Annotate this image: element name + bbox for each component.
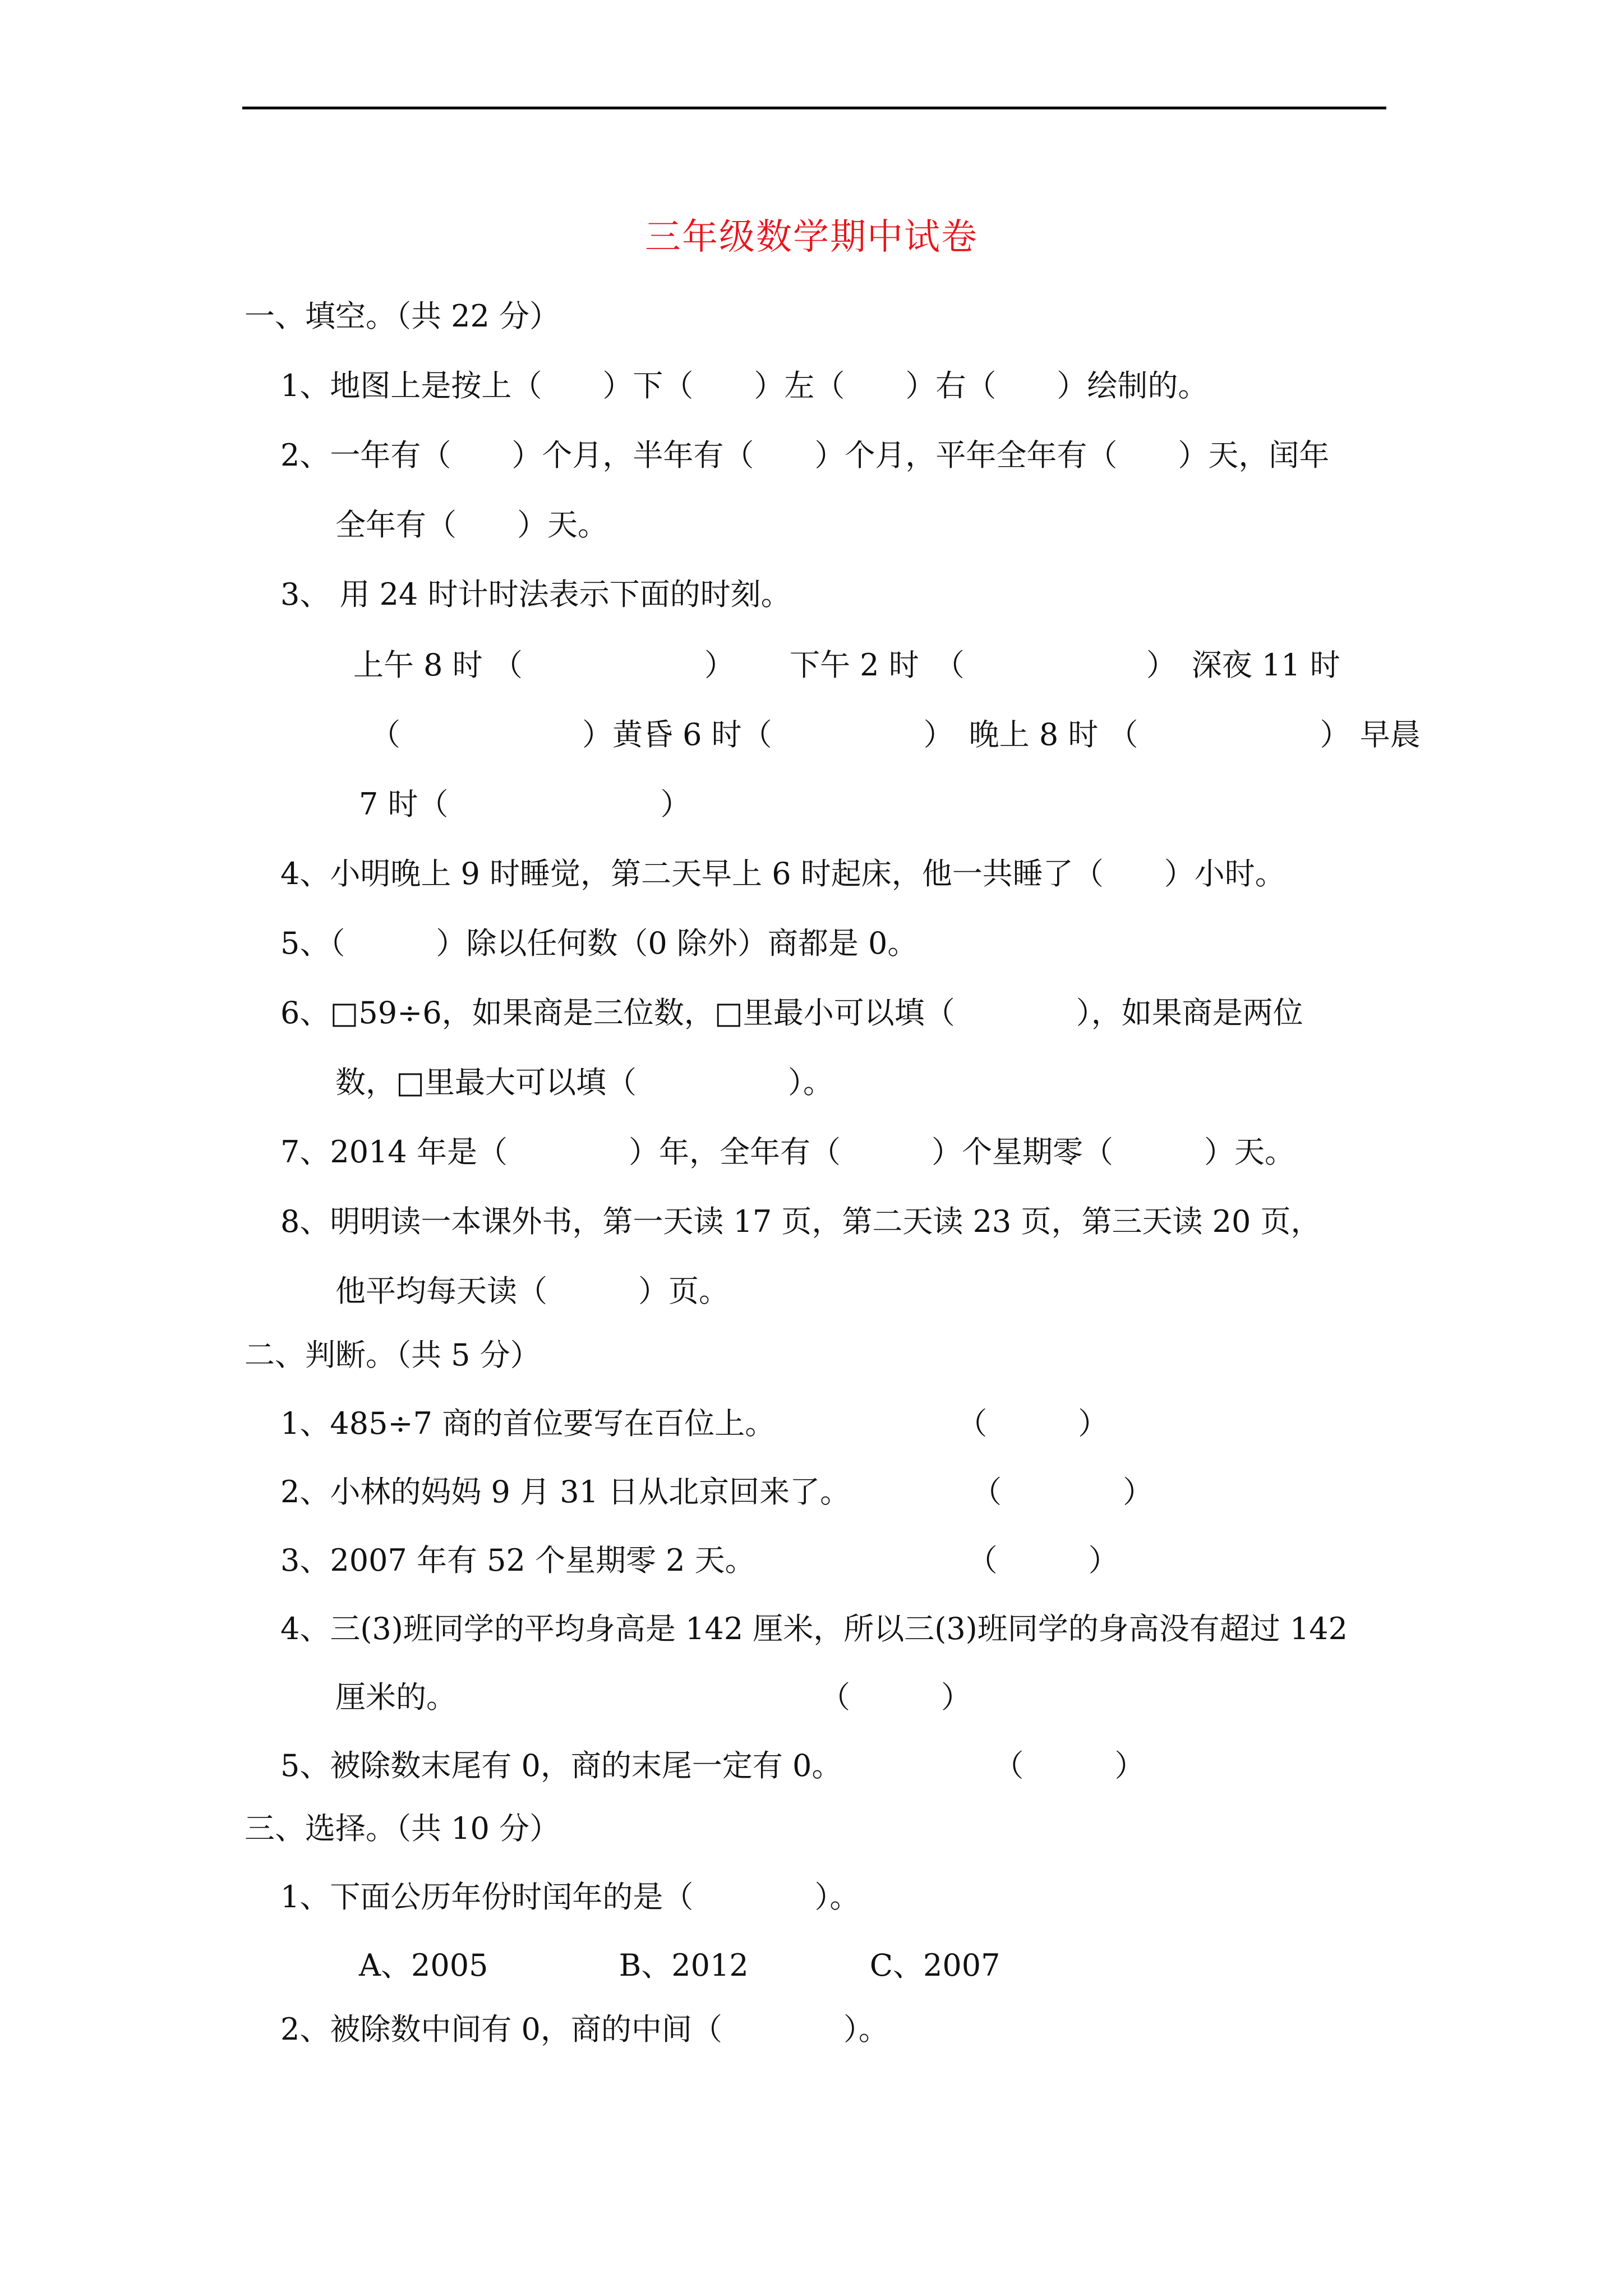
question-line: 上午 8 时 （ ） 下午 2 时 （ ） 深夜 11 时 <box>353 647 1340 683</box>
question-line: 4、三(3)班同学的平均身高是 142 厘米，所以三(3)班同学的身高没有超过 142 <box>280 1611 1348 1646</box>
question-line: 厘米的。 （ ） <box>335 1680 971 1715</box>
question-line: 1、485÷7 商的首位要写在百位上。 （ ） <box>280 1406 1109 1441</box>
question-line: （ ）黄昏 6 时（ ） 晚上 8 时 （ ） 早晨 <box>370 717 1421 752</box>
question-line: 7、2014 年是（ ）年，全年有（ ）个星期零（ ）天。 <box>280 1134 1295 1170</box>
section-heading-multiple-choice: 三、选择。（共 10 分） <box>245 1811 560 1846</box>
question-line: 1、下面公历年份时闰年的是（ ）。 <box>280 1879 860 1915</box>
question-line: 3、2007 年有 52 个星期零 2 天。 （ ） <box>280 1543 1119 1578</box>
choice-options: A、2005 B、2012 C、2007 <box>359 1948 1000 1983</box>
question-line: 6、□59÷6，如果商是三位数，□里最小可以填（ ），如果商是两位 <box>280 995 1303 1030</box>
section-heading-fill-blank: 一、填空。（共 22 分） <box>245 298 560 334</box>
question-line: 4、小明晚上 9 时睡觉，第二天早上 6 时起床，他一共睡了（ ）小时。 <box>280 856 1285 891</box>
page-title: 三年级数学期中试卷 <box>645 217 978 258</box>
question-line: 8、明明读一本课外书，第一天读 17 页，第二天读 23 页，第三天读 20 页， <box>280 1204 1321 1239</box>
section-heading-true-false: 二、判断。（共 5 分） <box>245 1337 541 1373</box>
question-line: 全年有（ ）天。 <box>335 507 608 542</box>
question-line: 2、小林的妈妈 9 月 31 日从北京回来了。 （ ） <box>280 1474 1154 1510</box>
question-line: 1、地图上是按上（ ）下（ ）左（ ）右（ ）绘制的。 <box>280 368 1209 403</box>
header-rule <box>242 107 1386 109</box>
question-line: 3、 用 24 时计时法表示下面的时刻。 <box>280 577 791 612</box>
question-line: 5、被除数末尾有 0，商的末尾一定有 0。 （ ） <box>280 1748 1145 1783</box>
question-line: 2、被除数中间有 0，商的中间（ ）。 <box>280 2012 889 2047</box>
question-line: 5、（ ）除以任何数（0 除外）商都是 0。 <box>280 926 918 961</box>
question-line: 2、一年有（ ）个月，半年有（ ）个月，平年全年有（ ）天，闰年 <box>280 438 1330 473</box>
question-line: 数，□里最大可以填（ ）。 <box>335 1065 834 1100</box>
question-line: 他平均每天读（ ）页。 <box>335 1273 729 1309</box>
question-line: 7 时（ ） <box>359 786 691 822</box>
